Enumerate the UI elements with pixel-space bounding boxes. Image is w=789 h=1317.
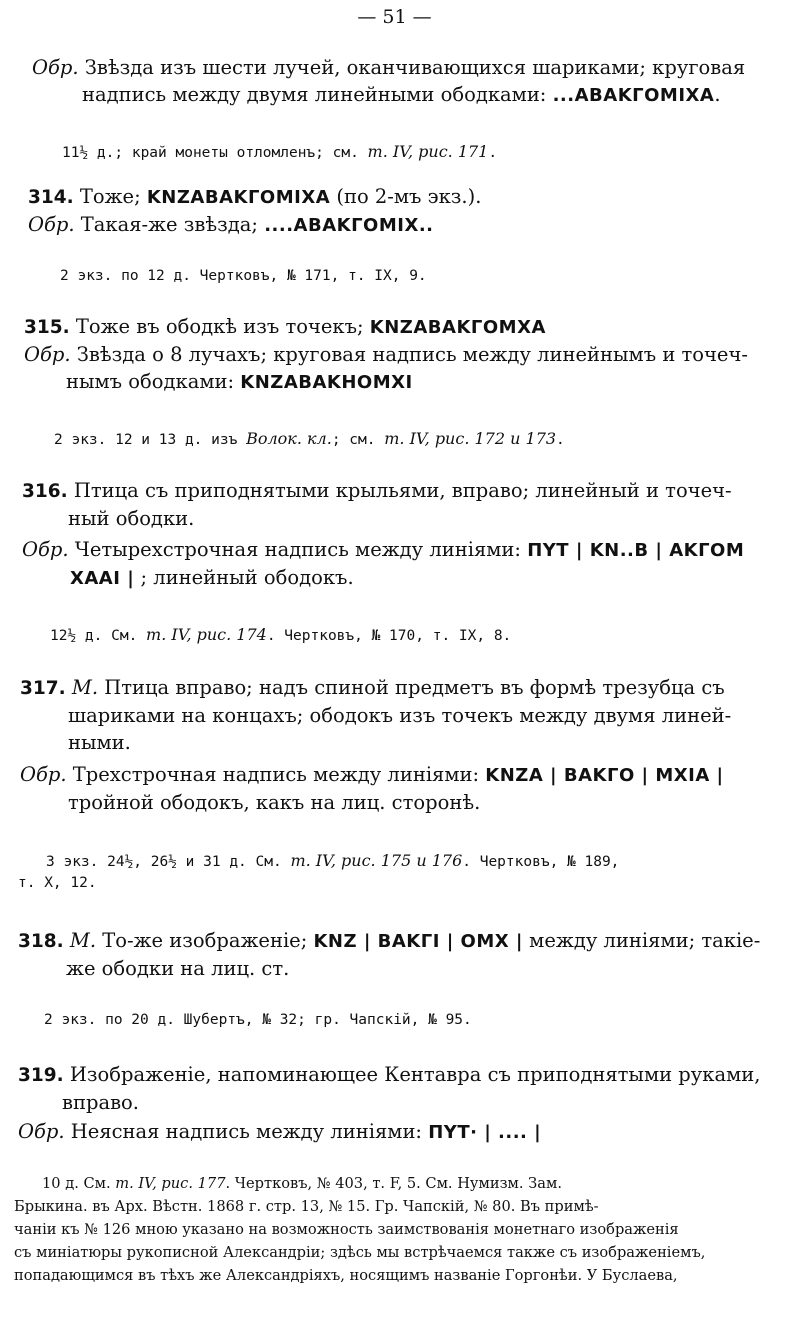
entry-number: 317. bbox=[20, 678, 66, 699]
plate-reference: т. IV, рис. 177 bbox=[115, 1175, 226, 1192]
entry-313-obverse: Обр. Звѣзда изъ шести лучей, оканчивающихся шариками; круговая надпись между двумя линейными ободками: ...ABAKГOMIXA. bbox=[32, 56, 746, 106]
inscription: ....ABAKГOMIX.. bbox=[264, 215, 434, 236]
obverse-label: Обр. bbox=[22, 538, 69, 561]
entry-number: 314. bbox=[28, 187, 74, 208]
entry-number: 318. bbox=[18, 931, 64, 952]
entry-316: 316. Птица съ приподнятыми крыльями, вправо; линейный и точеч- ный ободки. Обр. Четырехстрочная надпись между линіями: ПYT | KN..B | AKГOM XAAI | ; линейный ободокъ. bbox=[22, 479, 745, 589]
plate-reference: т. IV, рис. 172 и 173 bbox=[384, 429, 557, 448]
description-text: Звѣзда изъ шести лучей, оканчивающихся шариками; круговая bbox=[78, 56, 746, 79]
entry-314-note: 2 экз. по 12 д. Чертковъ, № 171, т. IX, 9. bbox=[60, 268, 427, 284]
collection-reference: Волок. кл. bbox=[246, 429, 332, 448]
obverse-label: Обр. bbox=[32, 56, 79, 79]
plate-reference: т. IV, рис. 171 bbox=[367, 142, 489, 161]
description-text: надпись между двумя линейными ободками: bbox=[82, 83, 553, 106]
reverse-label: M. bbox=[65, 676, 99, 699]
entry-315: 315. Тоже въ ободкѣ изъ точекъ; KNZABAKГOMXA Обр. Звѣзда о 8 лучахъ; круговая надпись между линейнымъ и точеч- нымъ ободками: KNZABAKHOMXI bbox=[24, 315, 748, 393]
inscription: KNZABAKГOMIXA bbox=[146, 187, 331, 208]
inscription: ПYT | KN..B | AKГOM bbox=[527, 540, 745, 561]
entry-314: 314. Тоже; KNZABAKГOMIXA (по 2-мъ экз.). Обр. Такая-же звѣзда; ....ABAKГOMIX.. bbox=[28, 185, 482, 236]
entry-number: 319. bbox=[18, 1065, 64, 1086]
obverse-label: Обр. bbox=[20, 763, 67, 786]
entry-317: 317. M. Птица вправо; надъ спиной предметъ въ формѣ трезубца съ шариками на концахъ; ободокъ изъ точекъ между двумя линей- ными. Обр. Трехстрочная надпись между линіями: KNZA | BAKГO | MXIA | тройной ободокъ, какъ на лиц. сторонѣ. bbox=[20, 676, 732, 814]
entry-317-note: 3 экз. 24½, 26½ и 31 д. См. т. IV, рис. 175 и 176. Чертковъ, № 189, т. X, 12. bbox=[18, 851, 620, 891]
inscription: KNZABAKГOMXA bbox=[369, 317, 546, 338]
inscription: KNZ | BAKГI | OMX | bbox=[313, 931, 523, 952]
page-number: — 51 — bbox=[357, 6, 432, 28]
entry-number: 316. bbox=[22, 481, 68, 502]
inscription: KNZA | BAKГO | MXIA | bbox=[485, 765, 724, 786]
plate-reference: т. IV, рис. 175 и 176 bbox=[290, 851, 463, 870]
obverse-label: Обр. bbox=[18, 1120, 65, 1143]
reverse-label: M. bbox=[63, 929, 97, 952]
entry-316-note: 12½ д. См. т. IV, рис. 174. Чертковъ, № 170, т. IX, 8. bbox=[50, 625, 512, 644]
obverse-label: Обр. bbox=[24, 343, 71, 366]
inscription: ...ABAKГOMIXA bbox=[552, 85, 715, 106]
inscription: ПYT· | .... | bbox=[428, 1122, 542, 1143]
obverse-label: Обр. bbox=[28, 213, 75, 236]
inscription: KNZABAKHOMXI bbox=[240, 372, 413, 393]
inscription: XAAI | bbox=[70, 568, 135, 589]
footnote-paragraph: 10 д. См. т. IV, рис. 177. Чертковъ, № 403, т. F, 5. См. Нумизм. Зам. Брыкина. въ Арх. Вѣстн. 1868 г. стр. 13, № 15. Гр. Чапскій, № 80. Въ примѣ- чаніи къ № 126 мною указано на возможность заимствованія монетнаго изображенія съ миніатюры рукописной Александріи; здѣсь мы встрѣчаемся также съ изображеніемъ, попадающимся въ тѣхъ же Александріяхъ, носящимъ названіе Горгонѣи. У Буслаева, bbox=[14, 1175, 706, 1284]
entry-318: 318. M. То-же изображеніе; KNZ | BAKГI | OMX | между линіями; такіе- же ободки на лиц. ст. bbox=[18, 929, 761, 980]
entry-318-note: 2 экз. по 20 д. Шубертъ, № 32; гр. Чапскій, № 95. bbox=[44, 1012, 472, 1028]
entry-319: 319. Изображеніе, напоминающее Кентавра съ приподнятыми руками, вправо. Обр. Неясная надпись между линіями: ПYT· | .... | bbox=[18, 1063, 761, 1143]
entry-313-note: 11½ д.; край монеты отломленъ; см. т. IV, рис. 171. bbox=[62, 142, 498, 161]
entry-315-note: 2 экз. 12 и 13 д. изъ Волок. кл.; см. т. IV, рис. 172 и 173. bbox=[54, 429, 565, 448]
entry-number: 315. bbox=[24, 317, 70, 338]
plate-reference: т. IV, рис. 174 bbox=[146, 625, 267, 644]
